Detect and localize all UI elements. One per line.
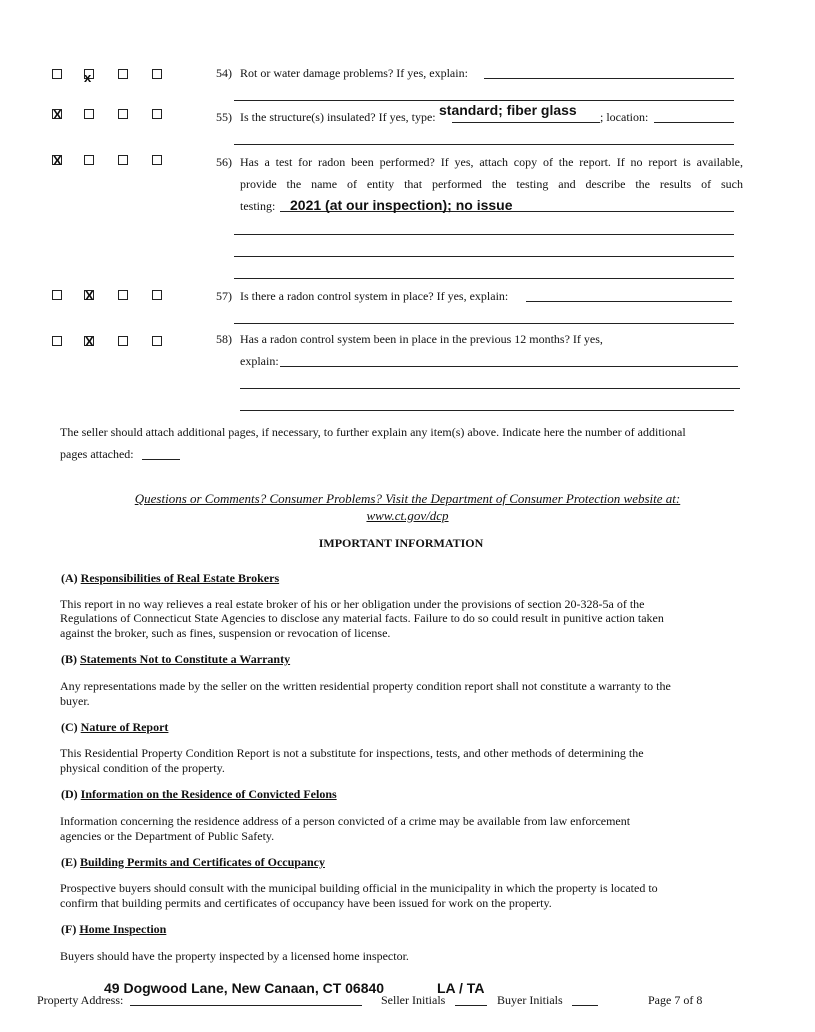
q55-location-label: ; location: [600,110,649,124]
q58-checkbox-4[interactable] [152,336,162,346]
q55-type-value: standard; fiber glass [439,102,577,118]
buyer-initials-label: Buyer Initials [497,993,563,1007]
q56-number: 56) [216,155,232,169]
q54-checkbox-3[interactable] [118,69,128,79]
q56-answer-line-3[interactable] [234,256,734,257]
q58-answer-line-3[interactable] [240,410,734,411]
section-d-body-1: Information concerning the residence address of a person convicted of a crime may be available from law enforcement [60,814,631,828]
q55-checkbox-3[interactable] [118,109,128,119]
section-e-letter: (E) [61,855,77,869]
section-a-body-1: This report in no way relieves a real estate broker of his or her obligation under the provisions of section 20-328-5a of the [60,597,645,611]
q56-testing-answer: 2021 (at our inspection); no issue [290,197,513,213]
property-address-label: Property Address: [37,993,124,1007]
section-a-letter: (A) [61,571,78,585]
section-d-letter: (D) [61,787,78,801]
q55-checkbox-2[interactable] [84,109,94,119]
section-b-letter: (B) [61,652,77,666]
section-f-heading [61,922,166,936]
section-c-title: Nature of Report [80,720,169,734]
q56-checkbox-4[interactable] [152,155,162,165]
section-f-body-1: Buyers should have the property inspected by a licensed home inspector. [60,949,409,963]
q55-number: 55) [216,110,232,124]
section-d-heading [61,787,337,801]
q58-check-mark: X [85,334,94,349]
q54-number: 54) [216,66,232,80]
q57-checkbox-1[interactable] [52,290,62,300]
q56-testing-label: testing: [240,199,276,213]
section-a-body-3: against the broker, such as fines, suspension or revocation of license. [60,626,391,640]
q54-answer-line-1[interactable] [484,78,734,79]
q54-text: Rot or water damage problems? If yes, explain: [240,66,468,80]
q54-check-mark: x [84,70,92,85]
section-e-body-1: Prospective buyers should consult with the municipal building official in the municipality in which the property is located to [60,881,658,895]
q55-answer-line-2[interactable] [234,144,734,145]
dcp-website-link[interactable]: www.ct.gov/dcp [366,508,449,523]
q58-answer-line-2[interactable] [240,388,740,389]
q55-text: Is the structure(s) insulated? If yes, type: [240,110,436,124]
section-b-title: Statements Not to Constitute a Warranty [80,652,291,666]
q57-number: 57) [216,289,232,303]
q56-checkbox-2[interactable] [84,155,94,165]
section-b-heading [61,652,290,666]
q57-checkbox-3[interactable] [118,290,128,300]
section-a-heading [61,571,279,585]
section-a-body-2: Regulations of Connecticut State Agencies to disclose any material facts. Failure to do so could result in punitive action taken [60,611,664,625]
buyer-initials-field[interactable] [572,1005,598,1006]
section-d-body-2: agencies or the Department of Public Safety. [60,829,275,843]
section-c-letter: (C) [61,720,78,734]
section-b-body-1: Any representations made by the seller on the written residential property condition report shall not constitute a warranty to the [60,679,671,693]
q54-checkbox-4[interactable] [152,69,162,79]
section-d-title: Information on the Residence of Convicted Felons [80,787,337,801]
section-f-title: Home Inspection [79,922,167,936]
important-information-heading: IMPORTANT INFORMATION [318,536,484,550]
q55-checkbox-4[interactable] [152,109,162,119]
q54-checkbox-1[interactable] [52,69,62,79]
seller-initials-field[interactable] [455,1005,487,1006]
property-address-field[interactable] [130,1005,362,1006]
q56-text-line-2: provide the name of entity that performed the testing and describe the results of such [240,177,743,191]
section-c-heading [61,720,168,734]
q58-explain-label: explain: [240,354,279,368]
q56-answer-line-2[interactable] [234,234,734,235]
consumer-problems-text: Questions or Comments? Consumer Problems? Visit the Department of Consumer Protection website at: [134,491,681,506]
q58-number: 58) [216,332,232,346]
q56-text-line-1: Has a test for radon been performed? If yes, attach copy of the report. If no report is available, [240,155,743,169]
attach-note-line-2: pages attached: [60,447,134,461]
q55-location-line[interactable] [654,122,734,123]
seller-initials-value: LA / TA [437,980,485,996]
q56-answer-line-4[interactable] [234,278,734,279]
q54-answer-line-2[interactable] [234,100,734,101]
section-e-heading [61,855,325,869]
seller-initials-label: Seller Initials [381,993,446,1007]
q57-answer-line-1[interactable] [526,301,732,302]
section-c-body-1: This Residential Property Condition Report is not a substitute for inspections, tests, and other methods of determining the [60,746,644,760]
page-number: Page 7 of 8 [648,993,703,1007]
section-b-body-2: buyer. [60,694,90,708]
section-c-body-2: physical condition of the property. [60,761,225,775]
q56-checkbox-3[interactable] [118,155,128,165]
q57-check-mark: X [85,288,94,303]
q56-check-mark: X [53,153,62,168]
q57-answer-line-2[interactable] [234,323,734,324]
pages-attached-field[interactable] [142,459,180,460]
section-f-letter: (F) [61,922,77,936]
section-e-title: Building Permits and Certificates of Occupancy [80,855,325,869]
section-e-body-2: confirm that building permits and certificates of occupancy have been issued for work on the property. [60,896,552,910]
attach-note-line-1: The seller should attach additional pages, if necessary, to further explain any item(s) above. Indicate here the number of additional [60,425,686,439]
q55-check-mark: X [53,107,62,122]
q58-answer-line-1[interactable] [280,366,738,367]
section-a-title: Responsibilities of Real Estate Brokers [80,571,280,585]
q58-checkbox-1[interactable] [52,336,62,346]
q58-checkbox-3[interactable] [118,336,128,346]
q57-text: Is there a radon control system in place? If yes, explain: [240,289,509,303]
q58-text-line-1: Has a radon control system been in place in the previous 12 months? If yes, [240,332,603,346]
q57-checkbox-4[interactable] [152,290,162,300]
q55-type-line[interactable] [452,122,600,123]
property-address-value: 49 Dogwood Lane, New Canaan, CT 06840 [104,980,385,996]
